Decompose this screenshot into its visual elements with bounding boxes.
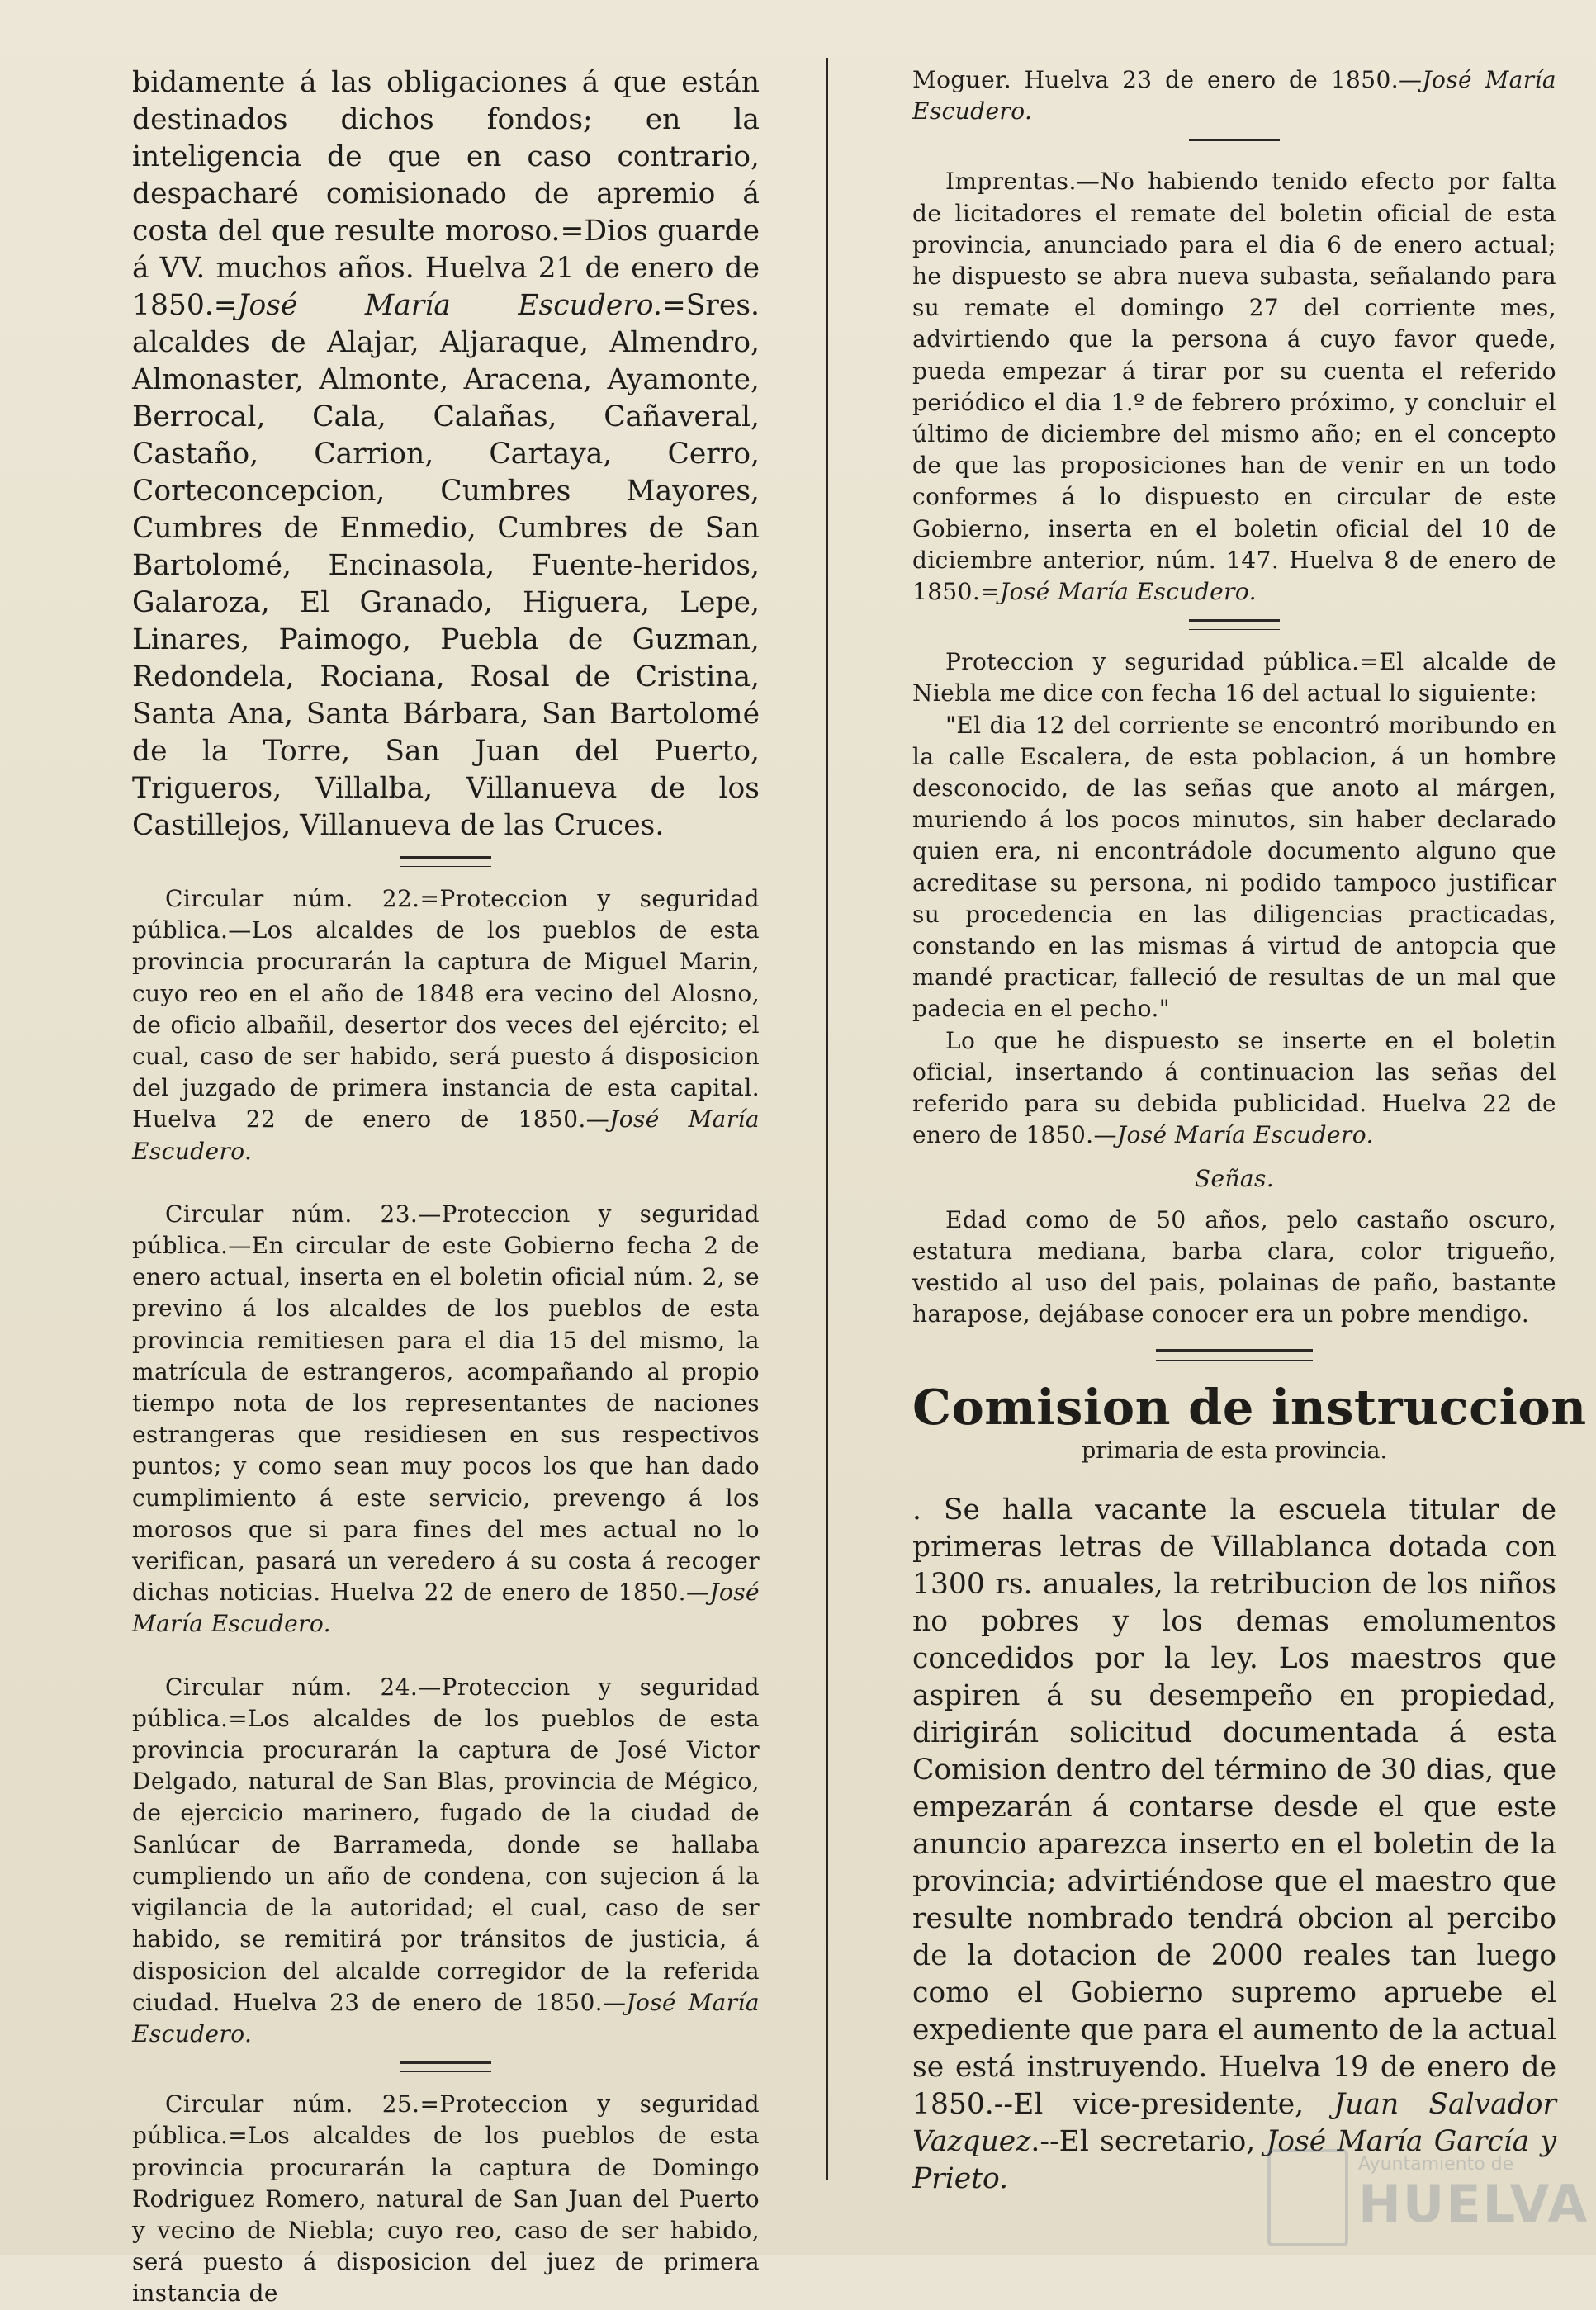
watermark-line1: Ayuntamiento de bbox=[1358, 2154, 1514, 2175]
watermark-line2: HUELVA bbox=[1358, 2174, 1589, 2234]
column-divider bbox=[826, 58, 828, 2180]
circular-23: Circular núm. 23.—Proteccion y seguridad pública.—En circular de este Gobierno fecha 2 de enero actual, inserta en el boletin oficial núm. 2, se previno á los alcaldes de los pueblos de esta provincia remitiesen para el dia 15 del mismo, la matrícula de estrangeros, acompañando al propio tiempo nota de los representantes de naciones estrangeras que residiesen en sus respectivos puntos; y como sean muy pocos los que han dado cumplimiento á este servicio, prevengo á los morosos que si para fines del mes actual no lo verifican, pasará un veredero á su costa á recoger dichas noticias. Huelva 22 de enero de 1850.—José María Escudero. bbox=[132, 1200, 760, 1638]
quote: "El dia 12 del corriente se encontró moribundo en la calle Escalera, de esta poblacion, á un hombre desconocido, de las señas que anoto al márgen, muriendo á los pocos minutos, sin haber declarado quien era, ni encontrádole documento alguno que acreditase su persona, ni podido tampoco justificar su procedencia en las diligencias practicadas, constando en las mismas á virtud de antopcia que mandé practicar, falleció de resultas de un mal que padecia en el pecho." bbox=[912, 711, 1556, 1023]
left-column bbox=[132, 64, 760, 2310]
separator bbox=[400, 2061, 491, 2072]
prior-circular-ending-right: Moguer. Huelva 23 de enero de 1850.—José María Escudero. bbox=[912, 66, 1556, 125]
coat-of-arms-icon bbox=[1267, 2149, 1348, 2246]
right-column bbox=[912, 64, 1587, 2198]
circular-24: Circular núm. 24.—Proteccion y seguridad pública.=Los alcaldes de los pueblos de esta provincia procurarán la captura de José Victor Delgado, natural de San Blas, provincia de Mégico, de ejercicio marinero, fugado de la ciudad de Sanlúcar de Barrameda, donde se hallaba cumpliendo un año de condena, con sujecion á la vigilancia de la autoridad; el cual, caso de ser habido, se remitirá por tránsitos de justicia, á disposicion del alcalde corregidor de la referida ciudad. Huelva 23 de enero de 1850.—José María Escudero. bbox=[132, 1673, 760, 2047]
senas-title: Señas. bbox=[1194, 1164, 1275, 1192]
proteccion-notice: Proteccion y seguridad pública.=El alcalde de Niebla me dice con fecha 16 del actual lo siguiente: bbox=[912, 648, 1556, 708]
separator bbox=[1189, 139, 1280, 149]
section-subheading: primaria de esta provincia. bbox=[1081, 1437, 1388, 1464]
section-heading: Comision de instruccion bbox=[912, 1378, 1587, 1436]
escuela-notice: . Se halla vacante la escuela titular de primeras letras de Villablanca dotada con 1300 rs. anuales, la retribucion de los niños no pobres y los demas emolumentos concedidos por la ley. Los maestros que aspiren á su desempeño en propiedad, dirigirán solicitud documentada á esta Comision dentro del término de 30 dias, que empezarán á contarse desde el que este anuncio aparezca inserto en el boletin de la provincia; advirtiéndose que el maestro que resulte nombrado tendrá obcion al percibo de la dotacion de 2000 reales tan luego como el Gobierno supremo apruebe el expediente que para el aumento de la actual se está instruyendo. Huelva 19 de enero de 1850.--El vice-presidente, Juan Salvador Vazquez.--El secretario, José María García y Prieto. bbox=[912, 1493, 1557, 2195]
separator bbox=[1189, 619, 1280, 630]
archive-watermark bbox=[1267, 2149, 1589, 2244]
lo-que-paragraph: Lo que he dispuesto se inserte en el boletin oficial, insertando á continuacion las señas del referido para su debida publicidad. Huelva 22 de enero de 1850.—José María Escudero. bbox=[912, 1026, 1556, 1149]
circular-22: Circular núm. 22.=Proteccion y seguridad pública.—Los alcaldes de los pueblos de esta provincia procurarán la captura de Miguel Marin, cuyo reo en el año de 1848 era vecino del Alosno, de oficio albañil, desertor dos veces del ejército; el cual, caso de ser habido, será puesto á disposicion del juzgado de primera instancia de esta capital. Huelva 22 de enero de 1850.—José María Escudero. bbox=[132, 885, 760, 1165]
circular-25: Circular núm. 25.=Proteccion y seguridad pública.=Los alcaldes de los pueblos de esta provincia procurarán la captura de Domingo Rodriguez Romero, natural de San Juan del Puerto y vecino de Niebla; cuyo reo, caso de ser habido, será puesto á disposicion del juez de primera instancia de bbox=[132, 2090, 760, 2308]
separator bbox=[1156, 1349, 1313, 1361]
imprentas-notice: Imprentas.—No habiendo tenido efecto por falta de licitadores el remate del boletin oficial de esta provincia, anunciado para el dia 6 de enero actual; he dispuesto se abra nueva subasta, señalando para su remate el domingo 27 del corriente mes, advirtiendo que la persona á cuyo favor quede, pueda empezar á tirar por su cuenta el referido periódico el dia 1.º de febrero próximo, y concluir el último de diciembre del mismo año; en el concepto de que las proposiciones han de venir en un todo conformes á lo dispuesto en circular de este Gobierno, inserta en el boletin oficial del 10 de diciembre anterior, núm. 147. Huelva 8 de enero de 1850.=José María Escudero. bbox=[912, 168, 1556, 606]
separator bbox=[400, 856, 491, 867]
senas-text: Edad como de 50 años, pelo castaño oscuro, estatura mediana, barba clara, color trigueño, vestido al uso del pais, polainas de paño, bastante harapose, dejábase conocer era un pobre mendigo. bbox=[912, 1205, 1556, 1328]
prior-circular-ending: bidamente á las obligaciones á que están destinados dichos fondos; en la inteligencia de que en caso contrario, despacharé comisionado de apremio á costa del que resulte moroso.=Dios guarde á VV. muchos años. Huelva 21 de enero de 1850.=José María Escudero.=Sres. alcaldes de Alajar, Aljaraque, Almendro, Almonaster, Almonte, Aracena, Ayamonte, Berrocal, Cala, Calañas, Cañaveral, Castaño, Carrion, Cartaya, Cerro, Corteconcepcion, Cumbres Mayores, Cumbres de Enmedio, Cumbres de San Bartolomé, Encinasola, Fuente-heridos, Galaroza, El Granado, Higuera, Lepe, Linares, Paimogo, Puebla de Guzman, Redondela, Rociana, Rosal de Cristina, Santa Ana, Santa Bárbara, San Bartolomé de la Torre, San Juan del Puerto, Trigueros, Villalba, Villanueva de los Castillejos, Villanueva de las Cruces. bbox=[132, 66, 760, 842]
